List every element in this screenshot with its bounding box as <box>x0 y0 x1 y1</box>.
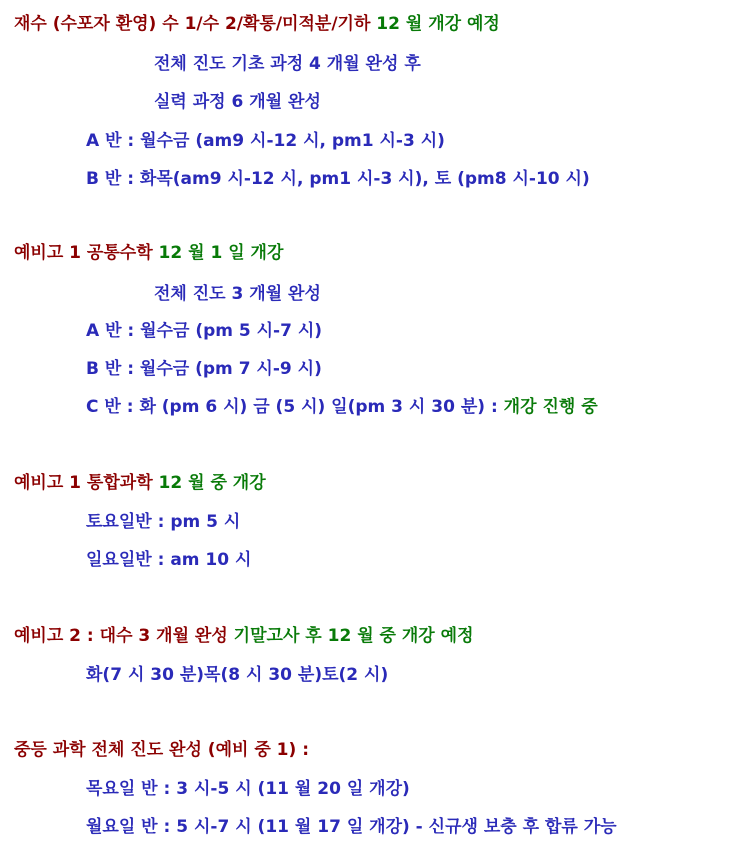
section-2-heading <box>14 242 283 264</box>
section-1-class-a: A 반 : 월수금 (am9 시-12 시, pm1 시-3 시) <box>86 131 445 151</box>
section-3-title: 예비고 1 통합과학 <box>14 473 153 493</box>
section-2-status-note: 개강 진행 중 <box>497 397 598 417</box>
section-1-heading <box>14 13 500 35</box>
section-4-heading <box>14 625 474 647</box>
section-3-sunday-class: 일요일반 : am 10 시 <box>86 550 252 570</box>
section-1-title: 재수 (수포자 환영) 수 1/수 2/확통/미적분/기하 <box>14 14 371 34</box>
section-2-schedule-note: 12 월 1 일 개강 <box>152 243 284 263</box>
section-1-line-2: 실력 과정 6 개월 완성 <box>154 92 321 112</box>
section-1-class-b: B 반 : 화목(am9 시-12 시, pm1 시-3 시), 토 (pm8 시-10 시) <box>86 169 590 189</box>
section-5-thursday-class: 목요일 반 : 3 시-5 시 (11 월 20 일 개강) <box>86 779 410 799</box>
section-2-line-1: 전체 진도 3 개월 완성 <box>154 284 321 304</box>
section-2-class-c <box>86 396 598 418</box>
section-2-title: 예비고 1 공통수학 <box>14 243 153 263</box>
section-1-schedule-note: 12 월 개강 예정 <box>370 14 500 34</box>
section-3-schedule-note: 12 월 중 개강 <box>152 473 266 493</box>
section-5-monday-class: 월요일 반 : 5 시-7 시 (11 월 17 일 개강) - 신규생 보충 후 합류 가능 <box>86 817 617 837</box>
section-2-class-c-text: C 반 : 화 (pm 6 시) 금 (5 시) 일(pm 3 시 30 분) : <box>86 397 498 417</box>
section-4-schedule-note: 기말고사 후 12 월 중 개강 예정 <box>227 626 474 646</box>
section-3-heading <box>14 472 266 494</box>
section-4-line-1: 화(7 시 30 분)목(8 시 30 분)토(2 시) <box>86 665 389 685</box>
section-3-saturday-class: 토요일반 : pm 5 시 <box>86 512 241 532</box>
section-2-class-a: A 반 : 월수금 (pm 5 시-7 시) <box>86 321 323 341</box>
section-4-title: 예비고 2 : 대수 3 개월 완성 <box>14 626 228 646</box>
section-1-line-1: 전체 진도 기초 과정 4 개월 완성 후 <box>154 54 421 74</box>
section-5-heading: 중등 과학 전체 진도 완성 (예비 중 1) : <box>14 740 309 760</box>
section-2-class-b: B 반 : 월수금 (pm 7 시-9 시) <box>86 359 322 379</box>
